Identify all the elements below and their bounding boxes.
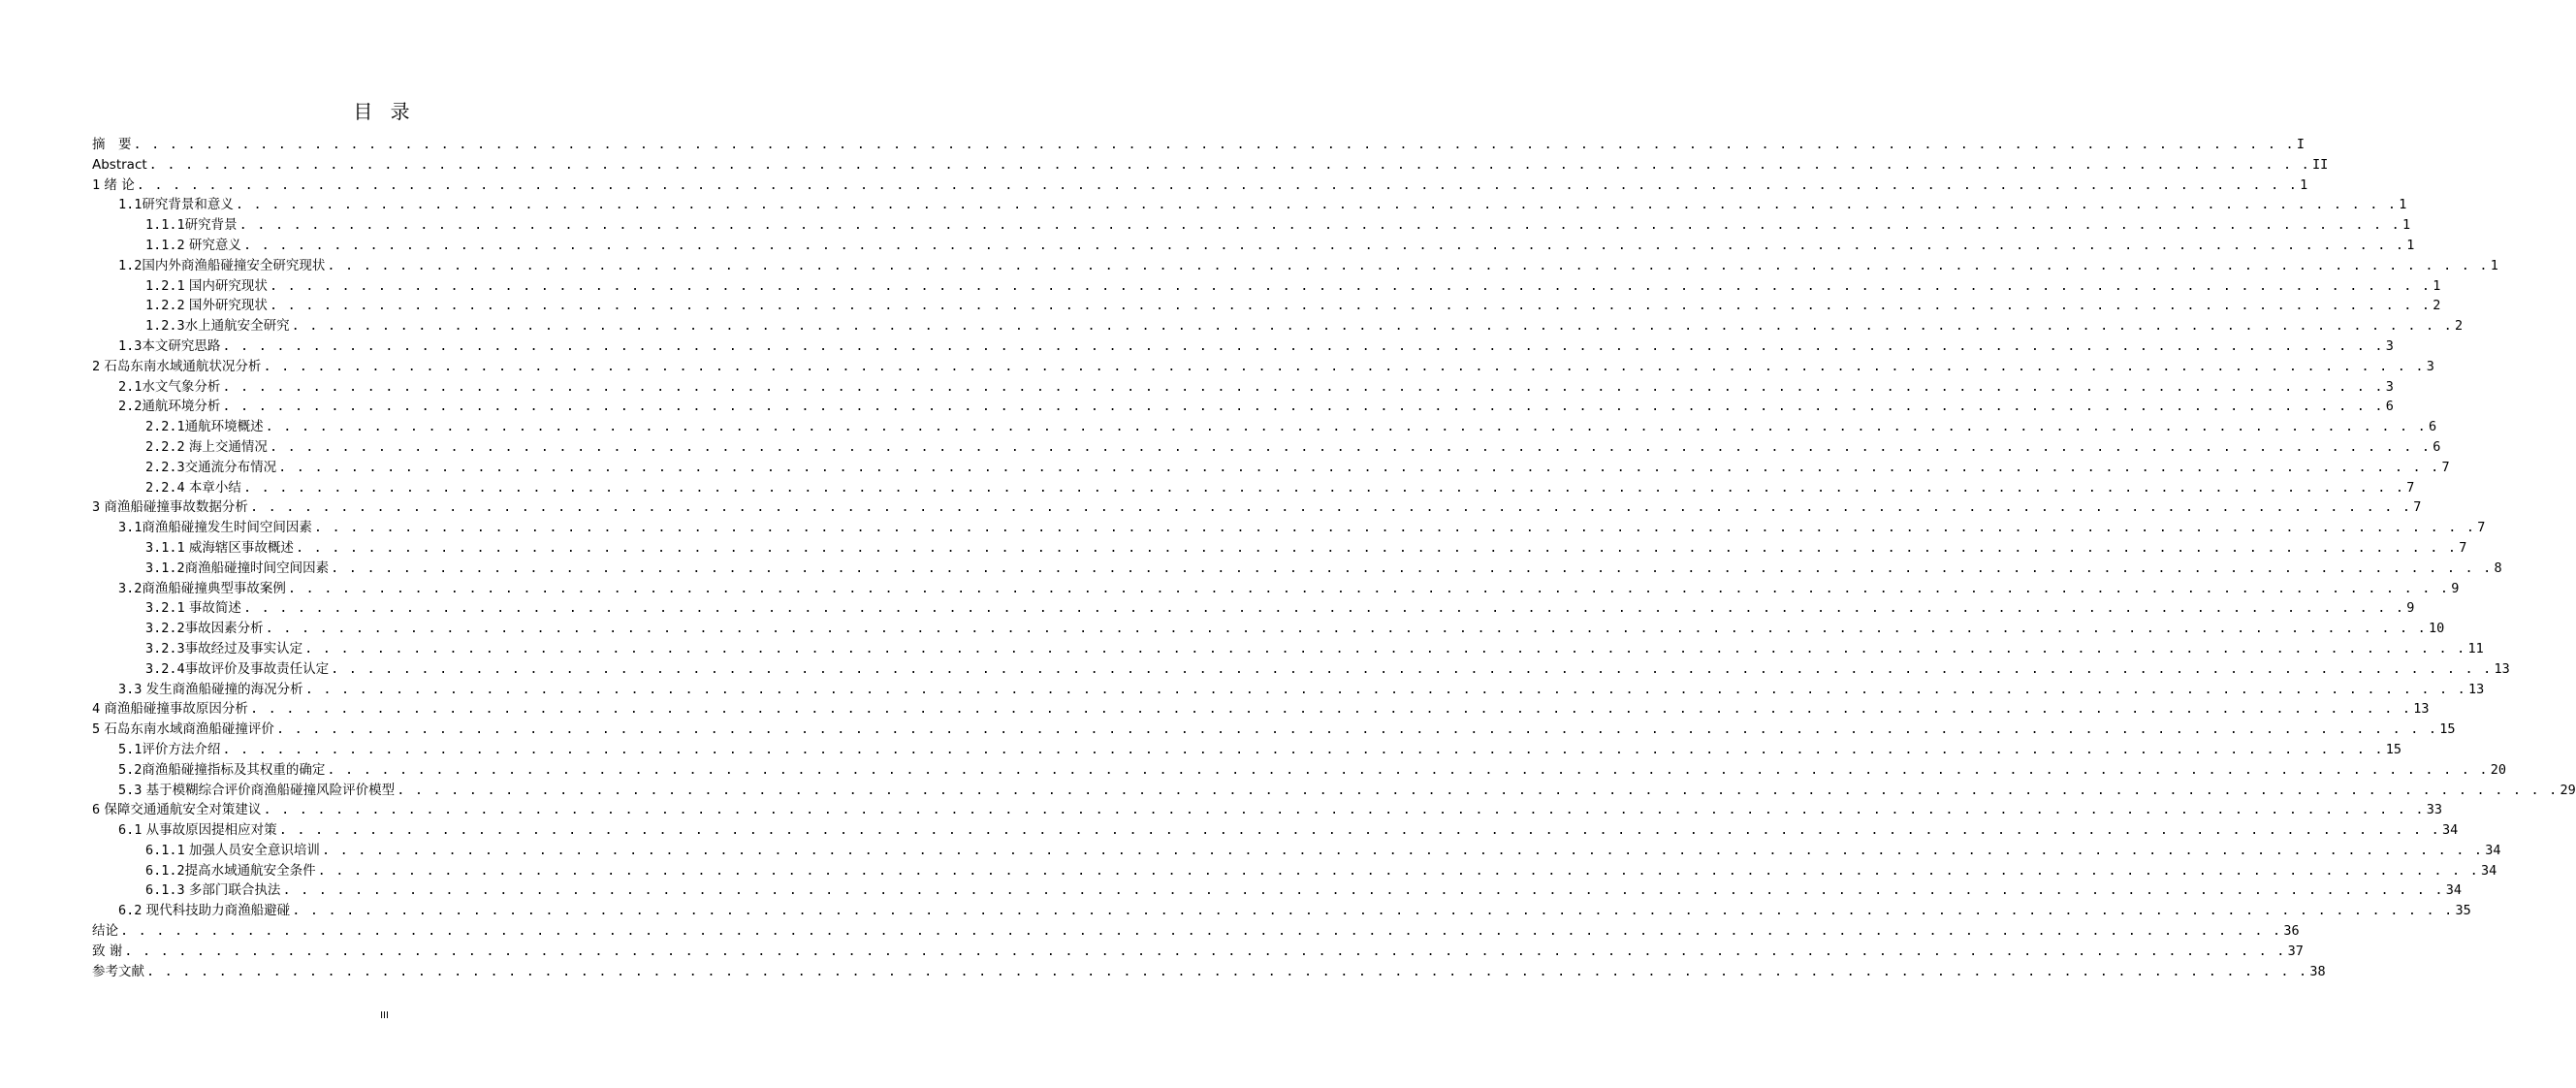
toc-entry-number: 5.3 <box>118 782 143 798</box>
toc-leader-dots: . . . . . . . . . . . . . . . . . . . . . . . . . . . . . . . . . . . . . . . . . . . . . . . . . . . . . . . . . . . . . . . . . . . . . . . . . . . . . . . . . . . . . . . . . . . . . . . . . . . . . . . . . . . . . . . . . . . . . . . . <box>263 358 2425 374</box>
toc-leader-dots: . . . . . . . . . . . . . . . . . . . . . . . . . . . . . . . . . . . . . . . . . . . . . . . . . . . . . . . . . . . . . . . . . . . . . . . . . . . . . . . . . . . . . . . . . . . . . . . . . . . . . . . . . . . . . . . . . . . . . . . . <box>222 337 2384 354</box>
toc-entry-page: 1 <box>2401 217 2411 234</box>
toc-entry[interactable] <box>92 598 2415 619</box>
toc-entry-label: 通航环境概述 <box>184 419 264 435</box>
toc-entry-label: 研究意义 <box>184 237 241 253</box>
toc-entry[interactable] <box>92 296 2441 316</box>
toc-leader-dots: . . . . . . . . . . . . . . . . . . . . . . . . . . . . . . . . . . . . . . . . . . . . . . . . . . . . . . . . . . . . . . . . . . . . . . . . . . . . . . . . . . . . . . . . . . . . . . . . . . . . . . . . . . . . . . . . . . . . . . . . <box>269 277 2432 294</box>
toc-entry[interactable] <box>92 579 2460 599</box>
toc-entry-label: 石岛东南水域通航状况分析 <box>100 358 262 374</box>
toc-leader-dots: . . . . . . . . . . . . . . . . . . . . . . . . . . . . . . . . . . . . . . . . . . . . . . . . . . . . . . . . . . . . . . . . . . . . . . . . . . . . . . . . . . . . . . . . . . . . . . . . . . . . . . . . . . . . . . . . . . . . . . . . <box>242 479 2405 496</box>
toc-entry-number: 1 <box>92 176 101 193</box>
toc-entry-number: 5 <box>92 721 101 738</box>
toc-leader-dots: . . . . . . . . . . . . . . . . . . . . . . . . . . . . . . . . . . . . . . . . . . . . . . . . . . . . . . . . . . . . . . . . . . . . . . . . . . . . . . . . . . . . . . . . . . . . . . . . . . . . . . . . . . . . . . . . . . . . . . . . <box>269 298 2432 314</box>
toc-entry[interactable] <box>92 880 2463 901</box>
toc-entry[interactable] <box>92 699 2430 720</box>
toc-leader-dots: . . . . . . . . . . . . . . . . . . . . . . . . . . . . . . . . . . . . . . . . . . . . . . . . . . . . . . . . . . . . . . . . . . . . . . . . . . . . . . . . . . . . . . . . . . . . . . . . . . . . . . . . . . . . . . . . . . . . . . . . <box>295 539 2458 556</box>
toc-leader-dots: . . . . . . . . . . . . . . . . . . . . . . . . . . . . . . . . . . . . . . . . . . . . . . . . . . . . . . . . . . . . . . . . . . . . . . . . . . . . . . . . . . . . . . . . . . . . . . . . . . . . . . . . . . . . . . . . . . . . . . . . <box>278 459 2440 475</box>
toc-leader-dots: . . . . . . . . . . . . . . . . . . . . . . . . . . . . . . . . . . . . . . . . . . . . . . . . . . . . . . . . . . . . . . . . . . . . . . . . . . . . . . . . . . . . . . . . . . . . . . . . . . . . . . . . . . . . . . . . . . . . . . . . <box>249 701 2412 718</box>
toc-entry-number: 2.1 <box>118 378 143 395</box>
toc-leader-dots: . . . . . . . . . . . . . . . . . . . . . . . . . . . . . . . . . . . . . . . . . . . . . . . . . . . . . . . . . . . . . . . . . . . . . . . . . . . . . . . . . . . . . . . . . . . . . . . . . . . . . . . . . . . . . . . . . . . . . . . . <box>124 943 2286 959</box>
toc-leader-dots: . . . . . . . . . . . . . . . . . . . . . . . . . . . . . . . . . . . . . . . . . . . . . . . . . . . . . . . . . . . . . . . . . . . . . . . . . . . . . . . . . . . . . . . . . . . . . . . . . . . . . . . . . . . . . . . . . . . . . . . . <box>275 721 2438 738</box>
toc-entry-label: 水上通航安全研究 <box>184 318 290 335</box>
toc-entry-number: 1.1 <box>118 197 143 213</box>
toc-entry-page: 1 <box>2300 176 2308 193</box>
toc-leader-dots: . . . . . . . . . . . . . . . . . . . . . . . . . . . . . . . . . . . . . . . . . . . . . . . . . . . . . . . . . . . . . . . . . . . . . . . . . . . . . . . . . . . . . . . . . . . . . . . . . . . . . . . . . . . . . . . . . . . . . . . . <box>120 923 2282 940</box>
toc-entry[interactable] <box>92 336 2394 357</box>
toc-entry-page: 11 <box>2467 640 2484 656</box>
toc-entry-number: 4 <box>92 701 101 718</box>
toc-leader-dots: . . . . . . . . . . . . . . . . . . . . . . . . . . . . . . . . . . . . . . . . . . . . . . . . . . . . . . . . . . . . . . . . . . . . . . . . . . . . . . . . . . . . . . . . . . . . . . . . . . . . . . . . . . . . . . . . . . . . . . . . <box>331 560 2493 576</box>
toc-entry-label: 商渔船碰撞典型事故案例 <box>142 580 286 596</box>
toc-entry[interactable] <box>92 760 2506 781</box>
toc-leader-dots: . . . . . . . . . . . . . . . . . . . . . . . . . . . . . . . . . . . . . . . . . . . . . . . . . . . . . . . . . . . . . . . . . . . . . . . . . . . . . . . . . . . . . . . . . . . . . . . . . . . . . . . . . . . . . . . . . . . . . . . . <box>146 963 2308 979</box>
toc-entry[interactable] <box>92 417 2437 437</box>
toc-entry[interactable] <box>92 155 2329 176</box>
toc-leader-dots: . . . . . . . . . . . . . . . . . . . . . . . . . . . . . . . . . . . . . . . . . . . . . . . . . . . . . . . . . . . . . . . . . . . . . . . . . . . . . . . . . . . . . . . . . . . . . . . . . . . . . . . . . . . . . . . . . . . . . . . . <box>327 761 2489 778</box>
toc-entry[interactable] <box>92 680 2485 700</box>
toc-entry[interactable] <box>92 458 2450 478</box>
toc-entry-label: 国外研究现状 <box>184 298 268 314</box>
toc-entry-page: 3 <box>2385 378 2394 395</box>
toc-entry[interactable] <box>92 497 2422 518</box>
toc-entry-number: 3.3 <box>118 681 143 697</box>
toc-entry-number: 1.2.1 <box>145 277 185 294</box>
toc-entry-label: 研究背景和意义 <box>142 197 234 213</box>
toc-entry[interactable] <box>92 740 2401 760</box>
toc-entry-number: 6.1.3 <box>145 882 185 899</box>
toc-entry-number: 2.2.3 <box>145 459 185 475</box>
table-of-contents <box>92 135 2576 981</box>
toc-entry-page: 6 <box>2428 419 2437 435</box>
toc-entry-number: 3.2.1 <box>145 600 185 617</box>
toc-entry-number: 1.2 <box>118 257 143 273</box>
toc-entry-number: 6.1 <box>118 822 143 839</box>
toc-entry[interactable] <box>92 800 2443 820</box>
toc-entry[interactable] <box>92 619 2445 639</box>
toc-entry[interactable] <box>92 256 2498 276</box>
toc-entry[interactable] <box>92 377 2394 398</box>
toc-entry-label: 交通流分布情况 <box>184 459 277 475</box>
toc-leader-dots: . . . . . . . . . . . . . . . . . . . . . . . . . . . . . . . . . . . . . . . . . . . . . . . . . . . . . . . . . . . . . . . . . . . . . . . . . . . . . . . . . . . . . . . . . . . . . . . . . . . . . . . . . . . . . . . . . . . . . . . . <box>291 318 2453 335</box>
toc-entry-label: 绪 论 <box>100 176 135 193</box>
toc-entry-page: 6 <box>2433 438 2441 455</box>
toc-leader-dots: . . . . . . . . . . . . . . . . . . . . . . . . . . . . . . . . . . . . . . . . . . . . . . . . . . . . . . . . . . . . . . . . . . . . . . . . . . . . . . . . . . . . . . . . . . . . . . . . . . . . . . . . . . . . . . . . . . . . . . . . <box>133 137 2295 152</box>
toc-entry-page: 7 <box>2441 459 2450 475</box>
toc-entry[interactable] <box>92 720 2456 740</box>
toc-entry[interactable] <box>92 176 2308 196</box>
toc-entry-page: 34 <box>2485 842 2501 858</box>
toc-entry[interactable] <box>92 135 2305 155</box>
toc-leader-dots: . . . . . . . . . . . . . . . . . . . . . . . . . . . . . . . . . . . . . . . . . . . . . . . . . . . . . . . . . . . . . . . . . . . . . . . . . . . . . . . . . . . . . . . . . . . . . . . . . . . . . . . . . . . . . . . . . . . . . . . . <box>317 862 2479 879</box>
toc-entry[interactable] <box>92 962 2326 982</box>
toc-leader-dots: . . . . . . . . . . . . . . . . . . . . . . . . . . . . . . . . . . . . . . . . . . . . . . . . . . . . . . . . . . . . . . . . . . . . . . . . . . . . . . . . . . . . . . . . . . . . . . . . . . . . . . . . . . . . . . . . . . . . . . . . <box>397 782 2559 798</box>
toc-entry[interactable] <box>92 518 2486 538</box>
toc-entry[interactable] <box>92 921 2300 942</box>
toc-leader-dots: . . . . . . . . . . . . . . . . . . . . . . . . . . . . . . . . . . . . . . . . . . . . . . . . . . . . . . . . . . . . . . . . . . . . . . . . . . . . . . . . . . . . . . . . . . . . . . . . . . . . . . . . . . . . . . . . . . . . . . . . <box>263 802 2425 818</box>
toc-entry-page: 13 <box>2494 660 2510 677</box>
toc-entry-number: 1.2.3 <box>145 318 185 335</box>
toc-leader-dots: . . . . . . . . . . . . . . . . . . . . . . . . . . . . . . . . . . . . . . . . . . . . . . . . . . . . . . . . . . . . . . . . . . . . . . . . . . . . . . . . . . . . . . . . . . . . . . . . . . . . . . . . . . . . . . . . . . . . . . . . <box>265 621 2427 637</box>
toc-entry[interactable] <box>92 215 2411 236</box>
toc-entry-page: 2 <box>2454 318 2464 335</box>
toc-entry-number: 1.1.1 <box>145 217 185 234</box>
toc-entry-number: 3.2.3 <box>145 640 185 656</box>
toc-entry-label: 摘 要 <box>92 137 132 152</box>
toc-entry-label: 通航环境分析 <box>142 399 221 415</box>
toc-entry-number: 3.2.4 <box>145 660 185 677</box>
toc-entry-label: 本文研究思路 <box>142 337 221 354</box>
toc-leader-dots: . . . . . . . . . . . . . . . . . . . . . . . . . . . . . . . . . . . . . . . . . . . . . . . . . . . . . . . . . . . . . . . . . . . . . . . . . . . . . . . . . . . . . . . . . . . . . . . . . . . . . . . . . . . . . . . . . . . . . . . . <box>222 378 2384 395</box>
toc-entry[interactable] <box>92 639 2484 659</box>
toc-entry-page: 8 <box>2494 560 2502 576</box>
toc-leader-dots: . . . . . . . . . . . . . . . . . . . . . . . . . . . . . . . . . . . . . . . . . . . . . . . . . . . . . . . . . . . . . . . . . . . . . . . . . . . . . . . . . . . . . . . . . . . . . . . . . . . . . . . . . . . . . . . . . . . . . . . . <box>282 882 2444 899</box>
toc-entry-number: 6.1.2 <box>145 862 185 879</box>
toc-leader-dots: . . . . . . . . . . . . . . . . . . . . . . . . . . . . . . . . . . . . . . . . . . . . . . . . . . . . . . . . . . . . . . . . . . . . . . . . . . . . . . . . . . . . . . . . . . . . . . . . . . . . . . . . . . . . . . . . . . . . . . . . <box>242 600 2405 617</box>
toc-leader-dots: . . . . . . . . . . . . . . . . . . . . . . . . . . . . . . . . . . . . . . . . . . . . . . . . . . . . . . . . . . . . . . . . . . . . . . . . . . . . . . . . . . . . . . . . . . . . . . . . . . . . . . . . . . . . . . . . . . . . . . . . <box>249 499 2412 516</box>
toc-entry-label: 商渔船碰撞时间空间因素 <box>184 560 330 576</box>
toc-entry[interactable] <box>92 397 2394 417</box>
toc-entry-page: 7 <box>2413 499 2422 516</box>
toc-entry-label: 商渔船碰撞指标及其权重的确定 <box>142 761 326 778</box>
toc-entry[interactable] <box>92 559 2502 579</box>
toc-entry-number: 1.2.2 <box>145 298 185 314</box>
toc-entry-page: 6 <box>2385 399 2394 415</box>
toc-entry-page: II <box>2312 156 2329 173</box>
toc-entry-number: 6.1.1 <box>145 842 185 858</box>
toc-entry-page: 20 <box>2490 761 2506 778</box>
toc-entry-page: 1 <box>2433 277 2441 294</box>
toc-leader-dots: . . . . . . . . . . . . . . . . . . . . . . . . . . . . . . . . . . . . . . . . . . . . . . . . . . . . . . . . . . . . . . . . . . . . . . . . . . . . . . . . . . . . . . . . . . . . . . . . . . . . . . . . . . . . . . . . . . . . . . . . <box>239 217 2401 234</box>
toc-entry-page: 1 <box>2406 237 2415 253</box>
toc-entry-number: 5.2 <box>118 761 143 778</box>
toc-entry-page: 15 <box>2439 721 2456 738</box>
toc-entry-number: 3 <box>92 499 101 516</box>
toc-entry-label: Abstract <box>92 156 147 173</box>
toc-entry-page: 7 <box>2406 479 2415 496</box>
toc-entry-page: 9 <box>2451 580 2460 596</box>
toc-leader-dots: . . . . . . . . . . . . . . . . . . . . . . . . . . . . . . . . . . . . . . . . . . . . . . . . . . . . . . . . . . . . . . . . . . . . . . . . . . . . . . . . . . . . . . . . . . . . . . . . . . . . . . . . . . . . . . . . . . . . . . . . <box>321 842 2484 858</box>
toc-leader-dots: . . . . . . . . . . . . . . . . . . . . . . . . . . . . . . . . . . . . . . . . . . . . . . . . . . . . . . . . . . . . . . . . . . . . . . . . . . . . . . . . . . . . . . . . . . . . . . . . . . . . . . . . . . . . . . . . . . . . . . . . <box>313 520 2476 536</box>
toc-entry[interactable] <box>92 316 2464 336</box>
toc-entry-number: 2.2.4 <box>145 479 185 496</box>
toc-entry-label: 商渔船碰撞事故数据分析 <box>100 499 248 516</box>
toc-entry[interactable] <box>92 659 2510 680</box>
toc-leader-dots: . . . . . . . . . . . . . . . . . . . . . . . . . . . . . . . . . . . . . . . . . . . . . . . . . . . . . . . . . . . . . . . . . . . . . . . . . . . . . . . . . . . . . . . . . . . . . . . . . . . . . . . . . . . . . . . . . . . . . . . . <box>287 580 2450 596</box>
toc-entry-page: 37 <box>2287 943 2304 959</box>
toc-entry[interactable] <box>92 478 2415 498</box>
toc-leader-dots: . . . . . . . . . . . . . . . . . . . . . . . . . . . . . . . . . . . . . . . . . . . . . . . . . . . . . . . . . . . . . . . . . . . . . . . . . . . . . . . . . . . . . . . . . . . . . . . . . . . . . . . . . . . . . . . . . . . . . . . . <box>278 822 2441 839</box>
toc-entry-number: 3.1 <box>118 520 143 536</box>
toc-entry-page: 33 <box>2426 802 2443 818</box>
toc-entry-label: 事故因素分析 <box>184 621 264 637</box>
toc-leader-dots: . . . . . . . . . . . . . . . . . . . . . . . . . . . . . . . . . . . . . . . . . . . . . . . . . . . . . . . . . . . . . . . . . . . . . . . . . . . . . . . . . . . . . . . . . . . . . . . . . . . . . . . . . . . . . . . . . . . . . . . . <box>136 176 2299 193</box>
toc-entry-page: 7 <box>2477 520 2486 536</box>
toc-entry-label: 发生商渔船碰撞的海况分析 <box>142 681 303 697</box>
toc-leader-dots: . . . . . . . . . . . . . . . . . . . . . . . . . . . . . . . . . . . . . . . . . . . . . . . . . . . . . . . . . . . . . . . . . . . . . . . . . . . . . . . . . . . . . . . . . . . . . . . . . . . . . . . . . . . . . . . . . . . . . . . . <box>242 237 2405 253</box>
toc-entry-page: 10 <box>2428 621 2445 637</box>
toc-entry-page: 13 <box>2413 701 2430 718</box>
toc-entry[interactable] <box>92 538 2467 559</box>
toc-entry-label: 从事故原因提相应对策 <box>142 822 277 839</box>
toc-entry-page: 3 <box>2385 337 2394 354</box>
toc-entry[interactable] <box>92 841 2501 861</box>
toc-entry-label: 致 谢 <box>92 943 123 959</box>
toc-leader-dots: . . . . . . . . . . . . . . . . . . . . . . . . . . . . . . . . . . . . . . . . . . . . . . . . . . . . . . . . . . . . . . . . . . . . . . . . . . . . . . . . . . . . . . . . . . . . . . . . . . . . . . . . . . . . . . . . . . . . . . . . <box>292 903 2454 919</box>
toc-entry-label: 研究背景 <box>184 217 238 234</box>
toc-leader-dots: . . . . . . . . . . . . . . . . . . . . . . . . . . . . . . . . . . . . . . . . . . . . . . . . . . . . . . . . . . . . . . . . . . . . . . . . . . . . . . . . . . . . . . . . . . . . . . . . . . . . . . . . . . . . . . . . . . . . . . . . <box>269 438 2432 455</box>
toc-entry-page: 2 <box>2433 298 2441 314</box>
toc-entry-label: 国内外商渔船碰撞安全研究现状 <box>142 257 326 273</box>
toc-entry-number: 6.2 <box>118 903 143 919</box>
toc-entry-label: 商渔船碰撞事故原因分析 <box>100 701 248 718</box>
toc-entry-label: 事故评价及事故责任认定 <box>184 660 330 677</box>
toc-entry-label: 结论 <box>92 923 118 940</box>
toc-entry-number: 1.1.2 <box>145 237 185 253</box>
toc-leader-dots: . . . . . . . . . . . . . . . . . . . . . . . . . . . . . . . . . . . . . . . . . . . . . . . . . . . . . . . . . . . . . . . . . . . . . . . . . . . . . . . . . . . . . . . . . . . . . . . . . . . . . . . . . . . . . . . . . . . . . . . . <box>327 257 2489 273</box>
toc-leader-dots: . . . . . . . . . . . . . . . . . . . . . . . . . . . . . . . . . . . . . . . . . . . . . . . . . . . . . . . . . . . . . . . . . . . . . . . . . . . . . . . . . . . . . . . . . . . . . . . . . . . . . . . . . . . . . . . . . . . . . . . . <box>331 660 2493 677</box>
toc-entry-label: 基于模糊综合评价商渔船碰撞风险评价模型 <box>142 782 396 798</box>
toc-entry-number: 1.3 <box>118 337 143 354</box>
toc-entry-label: 事故经过及事实认定 <box>184 640 303 656</box>
toc-entry-label: 评价方法介绍 <box>142 741 221 757</box>
toc-entry-label: 参考文献 <box>92 963 144 979</box>
toc-entry[interactable] <box>92 236 2415 256</box>
toc-entry-page: 7 <box>2459 539 2467 556</box>
toc-entry[interactable] <box>92 276 2441 297</box>
toc-entry-page: 38 <box>2309 963 2326 979</box>
toc-entry[interactable] <box>92 195 2407 215</box>
toc-leader-dots: . . . . . . . . . . . . . . . . . . . . . . . . . . . . . . . . . . . . . . . . . . . . . . . . . . . . . . . . . . . . . . . . . . . . . . . . . . . . . . . . . . . . . . . . . . . . . . . . . . . . . . . . . . . . . . . . . . . . . . . . <box>304 640 2466 656</box>
toc-entry-page: 35 <box>2455 903 2471 919</box>
page-number: III <box>380 1010 389 1021</box>
toc-leader-dots: . . . . . . . . . . . . . . . . . . . . . . . . . . . . . . . . . . . . . . . . . . . . . . . . . . . . . . . . . . . . . . . . . . . . . . . . . . . . . . . . . . . . . . . . . . . . . . . . . . . . . . . . . . . . . . . . . . . . . . . . <box>235 197 2398 213</box>
toc-leader-dots: . . . . . . . . . . . . . . . . . . . . . . . . . . . . . . . . . . . . . . . . . . . . . . . . . . . . . . . . . . . . . . . . . . . . . . . . . . . . . . . . . . . . . . . . . . . . . . . . . . . . . . . . . . . . . . . . . . . . . . . . <box>265 419 2427 435</box>
toc-entry-number: 2.2.2 <box>145 438 185 455</box>
toc-entry-label: 水文气象分析 <box>142 378 221 395</box>
toc-entry-page: 34 <box>2445 882 2463 899</box>
toc-leader-dots: . . . . . . . . . . . . . . . . . . . . . . . . . . . . . . . . . . . . . . . . . . . . . . . . . . . . . . . . . . . . . . . . . . . . . . . . . . . . . . . . . . . . . . . . . . . . . . . . . . . . . . . . . . . . . . . . . . . . . . . . <box>222 399 2384 415</box>
toc-entry-page: 1 <box>2399 197 2407 213</box>
toc-entry[interactable] <box>92 901 2471 921</box>
toc-entry[interactable] <box>92 781 2576 801</box>
toc-entry-label: 国内研究现状 <box>184 277 268 294</box>
toc-entry-label: 事故简述 <box>184 600 241 617</box>
toc-entry[interactable] <box>92 942 2304 962</box>
toc-entry-page: 3 <box>2426 358 2434 374</box>
toc-entry-number: 5.1 <box>118 741 143 757</box>
toc-entry-page: 34 <box>2480 862 2497 879</box>
toc-entry-label: 保障交通通航安全对策建议 <box>100 802 262 818</box>
toc-entry-page: 34 <box>2442 822 2459 839</box>
toc-entry-number: 3.1.1 <box>145 539 185 556</box>
toc-entry-page: 36 <box>2283 923 2300 940</box>
toc-entry-number: 3.2 <box>118 580 143 596</box>
toc-entry-page: 13 <box>2468 681 2485 697</box>
toc-entry[interactable] <box>92 861 2497 881</box>
toc-entry-number: 3.2.2 <box>145 621 185 637</box>
toc-leader-dots: . . . . . . . . . . . . . . . . . . . . . . . . . . . . . . . . . . . . . . . . . . . . . . . . . . . . . . . . . . . . . . . . . . . . . . . . . . . . . . . . . . . . . . . . . . . . . . . . . . . . . . . . . . . . . . . . . . . . . . . . <box>148 156 2310 173</box>
toc-entry-page: 9 <box>2406 600 2415 617</box>
toc-entry-label: 商渔船碰撞发生时间空间因素 <box>142 520 312 536</box>
toc-entry-number: 3.1.2 <box>145 560 185 576</box>
toc-entry-number: 2.2 <box>118 399 143 415</box>
toc-leader-dots: . . . . . . . . . . . . . . . . . . . . . . . . . . . . . . . . . . . . . . . . . . . . . . . . . . . . . . . . . . . . . . . . . . . . . . . . . . . . . . . . . . . . . . . . . . . . . . . . . . . . . . . . . . . . . . . . . . . . . . . . <box>304 681 2467 697</box>
toc-entry-number: 2.2.1 <box>145 419 185 435</box>
toc-entry-label: 威海辖区事故概述 <box>184 539 294 556</box>
toc-entry-label: 提高水域通航安全条件 <box>184 862 316 879</box>
toc-entry-label: 加强人员安全意识培训 <box>184 842 320 858</box>
toc-entry-label: 本章小结 <box>184 479 241 496</box>
toc-entry-number: 6 <box>92 802 101 818</box>
toc-entry-label: 海上交通情况 <box>184 438 268 455</box>
toc-entry-label: 多部门联合执法 <box>184 882 281 899</box>
toc-entry[interactable] <box>92 820 2459 841</box>
toc-entry-page: 29 <box>2560 782 2576 798</box>
toc-entry[interactable] <box>92 437 2441 458</box>
toc-leader-dots: . . . . . . . . . . . . . . . . . . . . . . . . . . . . . . . . . . . . . . . . . . . . . . . . . . . . . . . . . . . . . . . . . . . . . . . . . . . . . . . . . . . . . . . . . . . . . . . . . . . . . . . . . . . . . . . . . . . . . . . . <box>222 741 2384 757</box>
toc-entry-number: 2 <box>92 358 101 374</box>
toc-entry-label: 现代科技助力商渔船避碰 <box>142 903 291 919</box>
toc-entry-page: 1 <box>2490 257 2498 273</box>
toc-entry[interactable] <box>92 357 2434 377</box>
toc-entry-page: I <box>2296 137 2305 152</box>
toc-entry-label: 石岛东南水域商渔船碰撞评价 <box>100 721 274 738</box>
toc-title: 目 录 <box>353 100 416 123</box>
toc-entry-page: 15 <box>2385 741 2401 757</box>
